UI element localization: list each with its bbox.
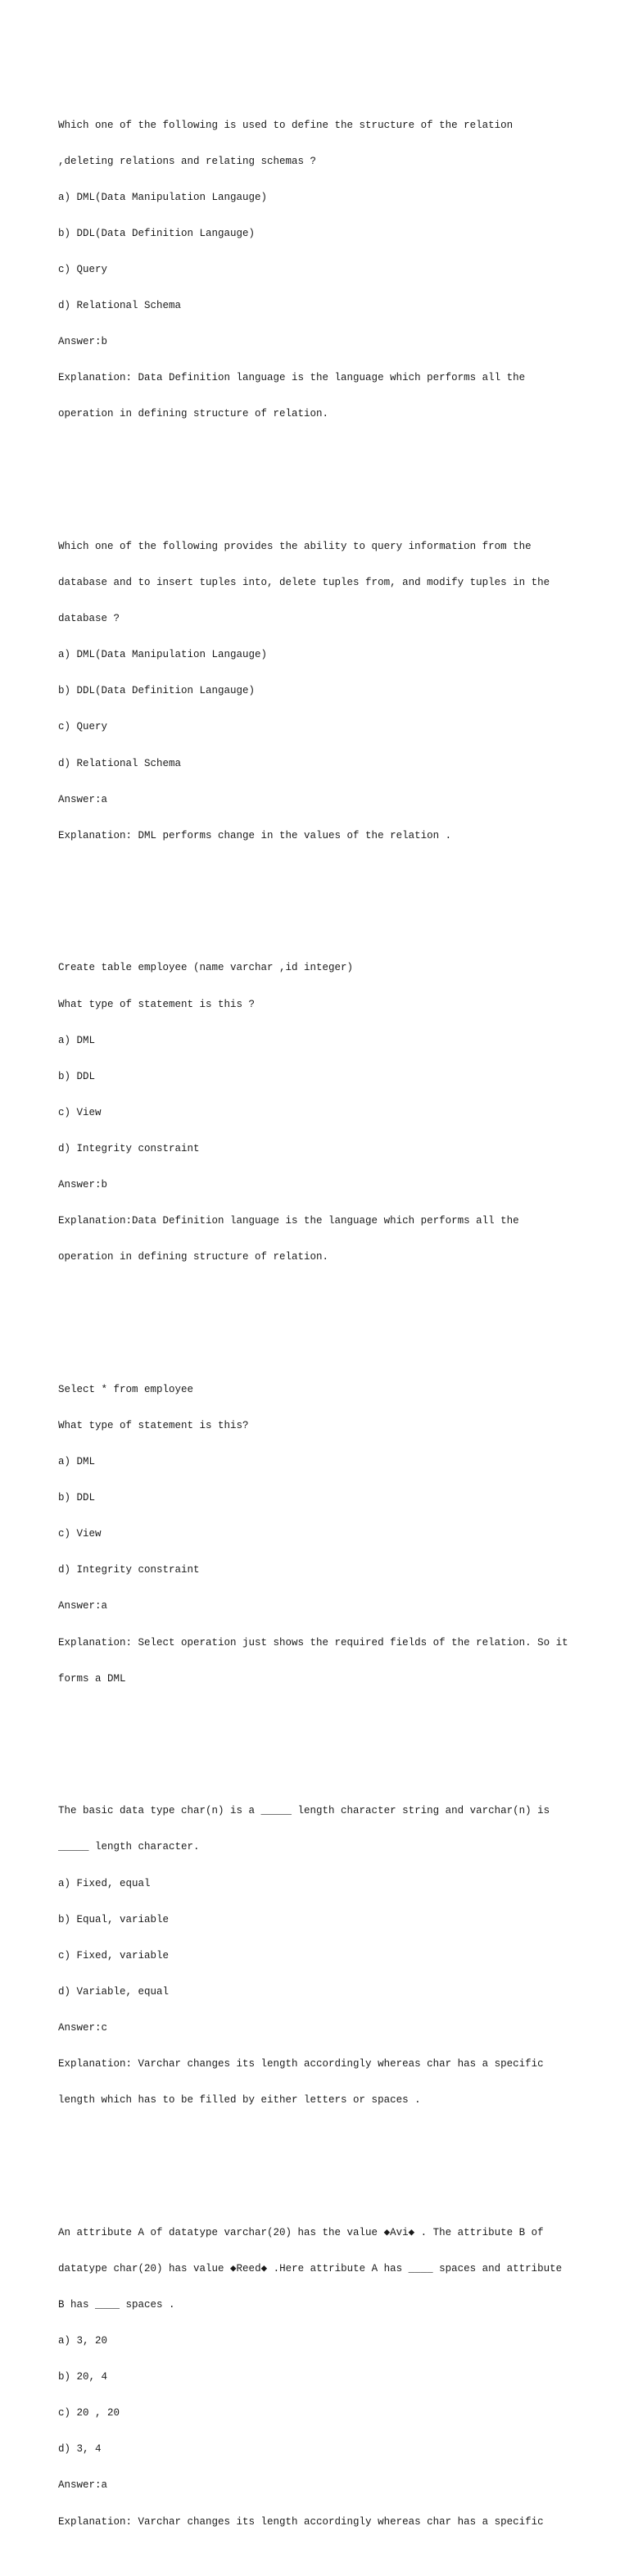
question-text: Which one of the following is used to define the structure of the relation	[58, 119, 514, 131]
spacer	[58, 890, 599, 902]
spacer	[58, 1733, 599, 1745]
explanation: Explanation: Data Definition language is the language which performs all the	[58, 372, 526, 384]
option-a: a) DML	[58, 1034, 96, 1046]
question-block-6	[58, 2202, 599, 2551]
question-block-3	[58, 938, 599, 1287]
answer: Answer:b	[58, 336, 108, 348]
question-block-5	[58, 1781, 599, 2130]
question-text: Which one of the following provides the ability to query information from the	[58, 540, 532, 552]
question-text: An attribute A of datatype varchar(20) has the value ◆Avi◆ . The attribute B of	[58, 2226, 544, 2238]
explanation: forms a DML	[58, 1672, 126, 1685]
question-text: Create table employee (name varchar ,id integer)	[58, 962, 354, 974]
question-block-2	[58, 517, 599, 866]
explanation: length which has to be filled by either letters or spaces .	[58, 2094, 421, 2107]
option-a: a) DML(Data Manipulation Langauge)	[58, 649, 268, 661]
option-d: d) Relational Schema	[58, 299, 182, 311]
explanation: Explanation:Data Definition language is the language which performs all the	[58, 1215, 519, 1227]
explanation: Explanation: Varchar changes its length accordingly whereas char has a specific	[58, 2515, 544, 2528]
answer: Answer:c	[58, 2021, 108, 2034]
option-d: d) Integrity constraint	[58, 1142, 200, 1154]
option-c: c) Fixed, variable	[58, 1949, 170, 1961]
explanation: operation in defining structure of relation.	[58, 1251, 329, 1263]
question-text: datatype char(20) has value ◆Reed◆ .Here attribute A has ____ spaces and attribute	[58, 2262, 563, 2274]
answer: Answer:a	[58, 1600, 108, 1612]
question-text: database and to insert tuples into, delete tuples from, and modify tuples in the	[58, 577, 550, 589]
spacer	[58, 469, 599, 481]
option-d: d) Integrity constraint	[58, 1564, 200, 1576]
spacer	[58, 1312, 599, 1324]
question-text: What type of statement is this ?	[58, 998, 256, 1010]
option-c: c) 20 , 20	[58, 2407, 120, 2420]
option-a: a) DML(Data Manipulation Langauge)	[58, 191, 268, 203]
option-d: d) Variable, equal	[58, 1985, 170, 1998]
answer: Answer:a	[58, 793, 108, 805]
explanation: Explanation: Varchar changes its length accordingly whereas char has a specific	[58, 2057, 544, 2070]
answer: Answer:a	[58, 2479, 108, 2492]
option-b: b) Equal, variable	[58, 1913, 170, 1925]
option-a: a) Fixed, equal	[58, 1877, 151, 1889]
explanation: Explanation: DML performs change in the values of the relation .	[58, 829, 452, 841]
question-text: Select * from employee	[58, 1383, 194, 1395]
option-a: a) 3, 20	[58, 2335, 108, 2347]
spacer	[58, 2155, 599, 2167]
question-text: _____ length character.	[58, 1841, 200, 1853]
question-text: What type of statement is this?	[58, 1419, 249, 1431]
option-c: c) View	[58, 1528, 102, 1540]
option-b: b) 20, 4	[58, 2371, 108, 2383]
option-d: d) Relational Schema	[58, 757, 182, 769]
option-b: b) DDL	[58, 1070, 96, 1082]
explanation: operation in defining structure of relation.	[58, 408, 329, 420]
option-b: b) DDL(Data Definition Langauge)	[58, 227, 256, 239]
question-block-4	[58, 1359, 599, 1708]
question-block-1	[58, 95, 599, 444]
option-a: a) DML	[58, 1456, 96, 1468]
question-text: ,deleting relations and relating schemas ?	[58, 155, 317, 167]
question-text: database ?	[58, 613, 120, 625]
option-c: c) Query	[58, 721, 108, 733]
question-text: B has ____ spaces .	[58, 2298, 175, 2311]
option-c: c) Query	[58, 263, 108, 275]
explanation: Explanation: Select operation just shows the required fields of the relation. So it	[58, 1636, 568, 1649]
question-text: The basic data type char(n) is a _____ length character string and varchar(n) is	[58, 1805, 550, 1817]
option-b: b) DDL	[58, 1492, 96, 1504]
option-d: d) 3, 4	[58, 2443, 102, 2456]
option-b: b) DDL(Data Definition Langauge)	[58, 685, 256, 697]
option-c: c) View	[58, 1106, 102, 1118]
document-page	[58, 59, 599, 2576]
answer: Answer:b	[58, 1178, 108, 1190]
